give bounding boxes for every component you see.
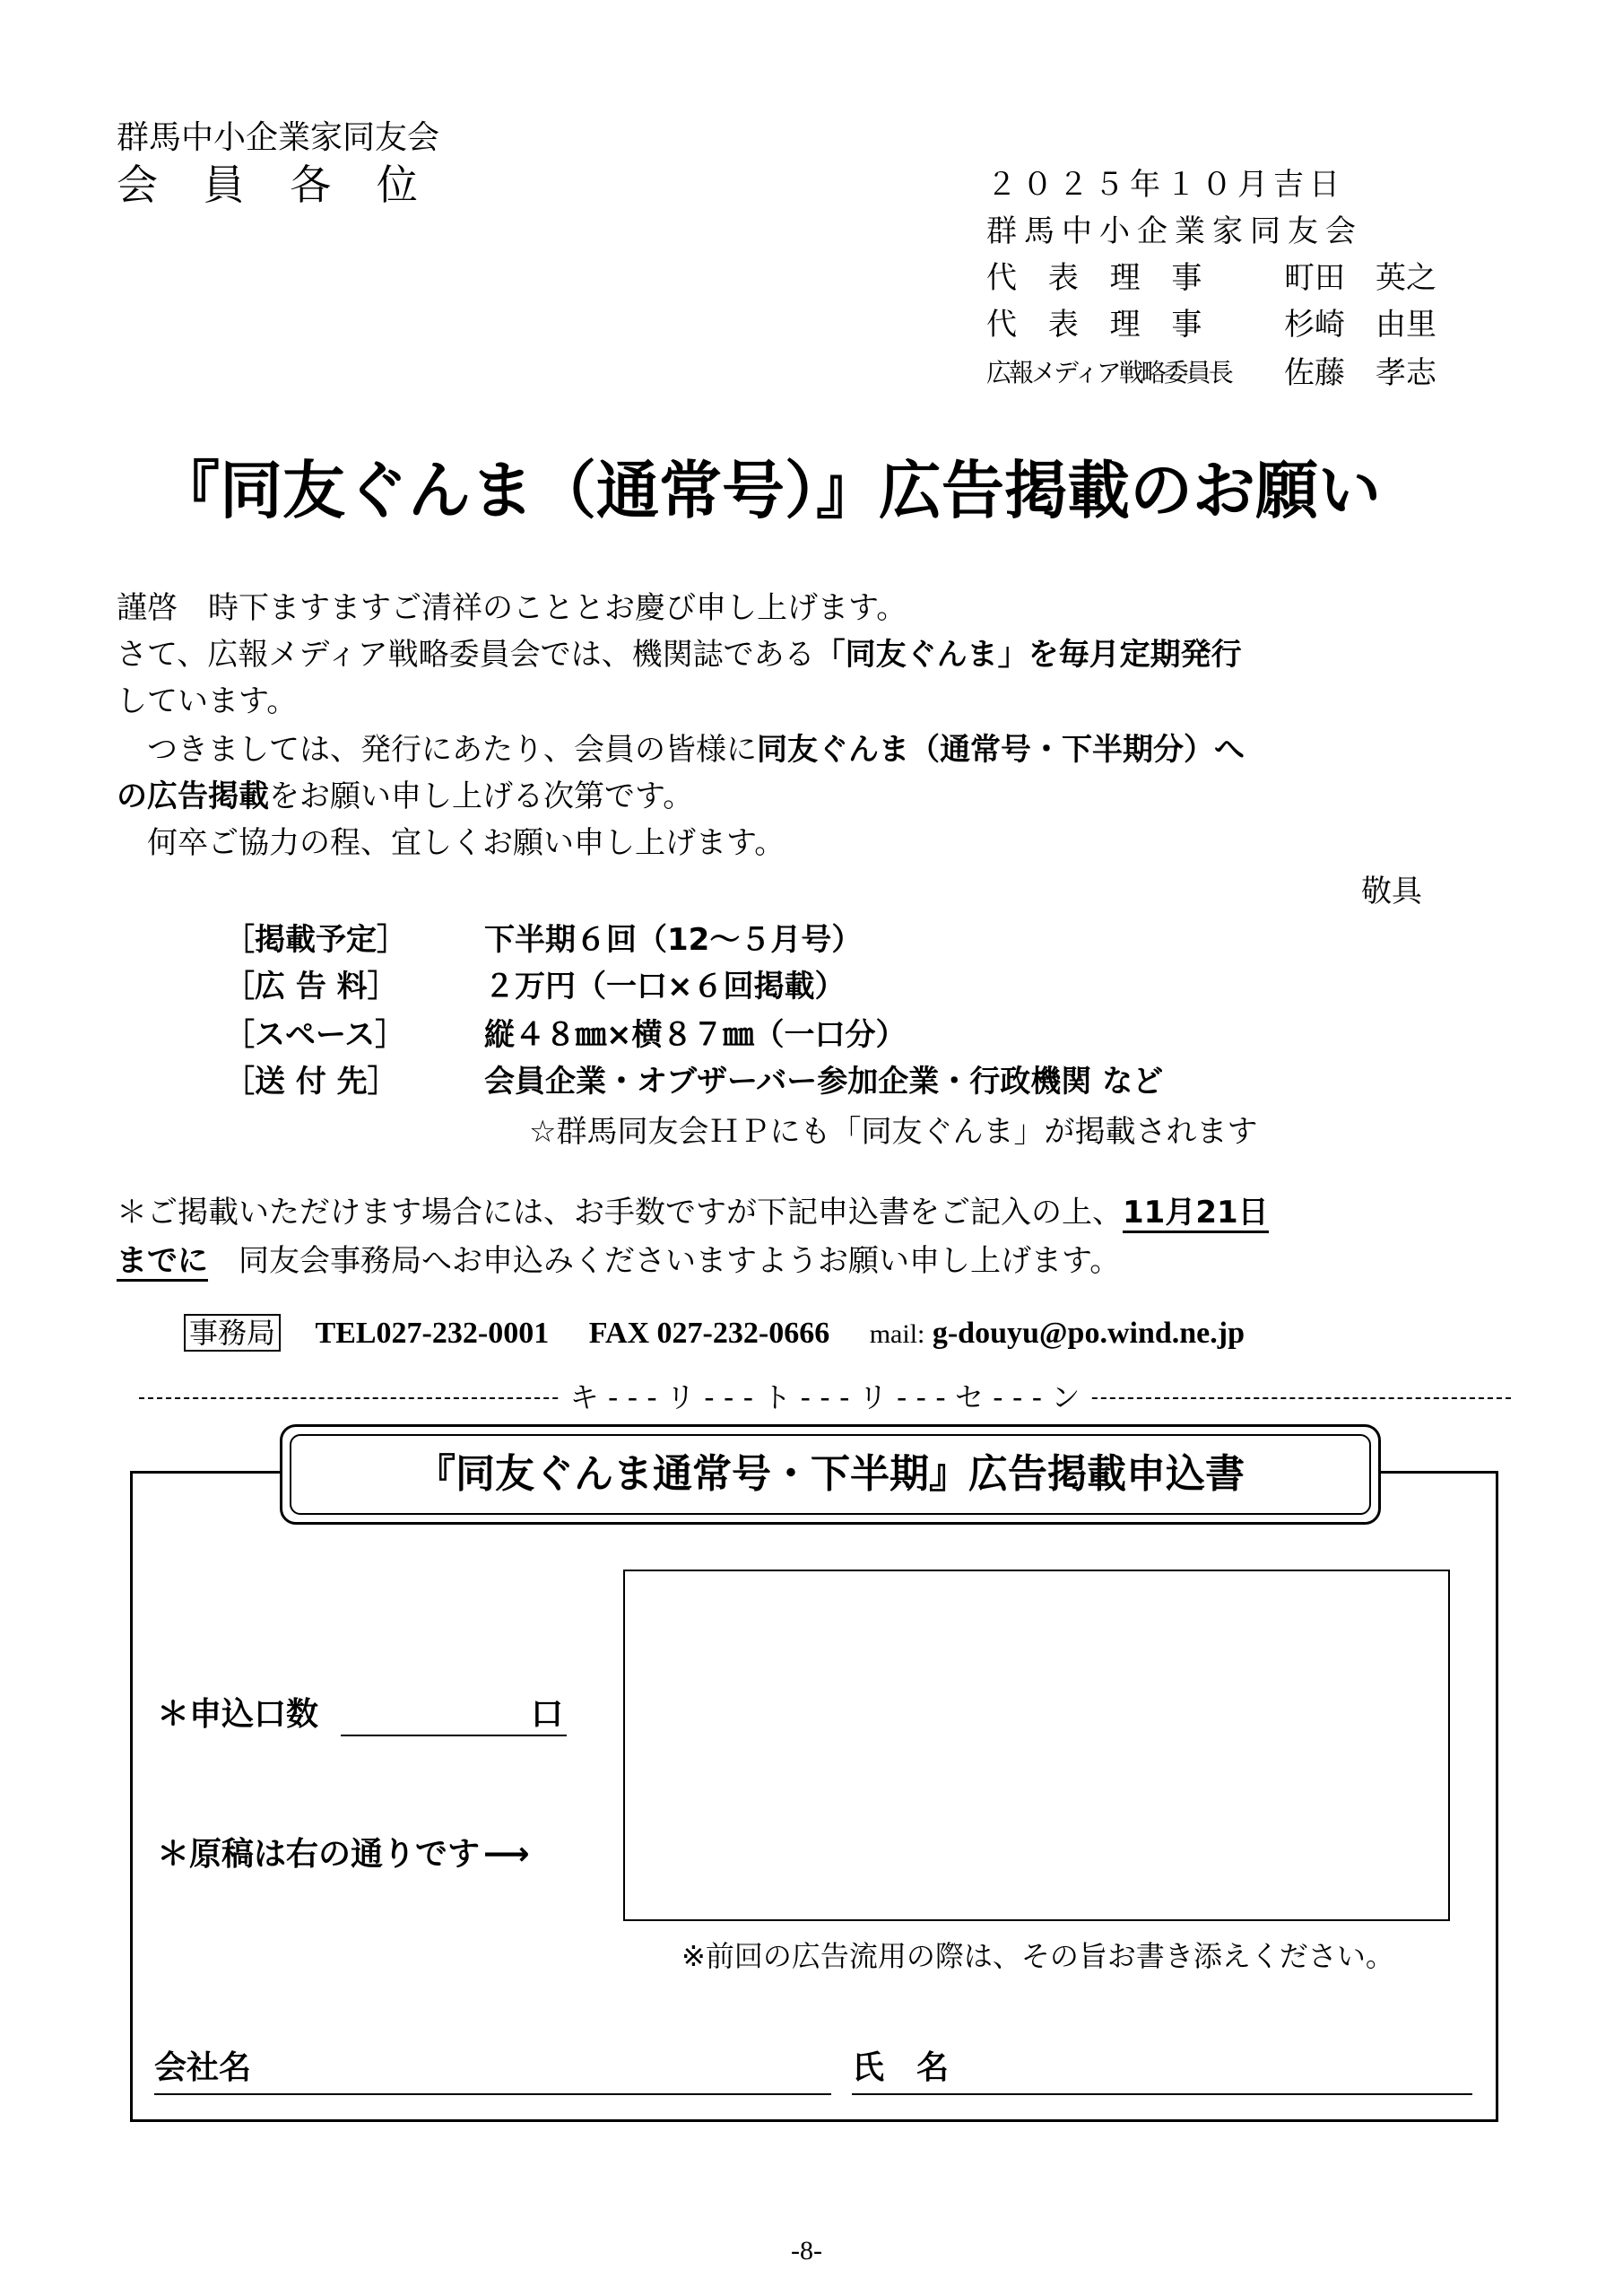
cut-line (139, 1381, 1511, 1417)
signer-2-name: 杉崎 由里 (1284, 307, 1436, 343)
company-label: 会社名 (154, 2049, 252, 2086)
details-note: ☆群馬同友会ＨＰにも「同友ぐんま」が掲載されます (529, 1114, 1258, 1150)
detail-value: 下半期６回（12～５月号） (484, 922, 863, 958)
closing: 敬具 (1361, 874, 1422, 909)
body-line-5-emphasis: の広告掲載 (117, 778, 269, 814)
contact-mail: g-douyu@po.wind.ne.jp (932, 1317, 1245, 1350)
contact-mail-label: mail: (869, 1319, 925, 1349)
cut-line-text: キ - - - リ - - - ト - - - リ - - - セ - - - ン (561, 1381, 1089, 1413)
body-line-5-text: をお願い申し上げる次第です。 (269, 778, 694, 814)
body-line-3: しています。 (117, 683, 298, 719)
body-line-6: 何卒ご協力の程、宜しくお願い申し上げます。 (117, 825, 785, 861)
detail-fee (224, 963, 846, 1010)
office-label: 事務局 (184, 1314, 281, 1352)
name-input-line[interactable] (852, 2093, 1472, 2095)
body-line-1: 謹啓 時下ますますご清祥のこととお慶び申し上げます。 (117, 590, 907, 626)
contact-fax: FAX 027-232-0666 (588, 1317, 830, 1350)
detail-value: 縦４８㎜×横８７㎜（一口分） (484, 1017, 907, 1053)
deadline-line-1 (117, 1189, 1269, 1236)
form-note: ※前回の広告流用の際は、その旨お書き添えください。 (681, 1939, 1394, 1973)
detail-label: ［スペース］ (224, 1017, 406, 1053)
arrow-right-icon: ⟶ (483, 1836, 530, 1873)
page-number: -8- (791, 2236, 822, 2266)
manuscript-box[interactable] (623, 1570, 1450, 1921)
body-line-2-text: さて、広報メディア戦略委員会では、機関誌である (117, 637, 815, 673)
body-line-4 (117, 726, 1245, 773)
body-line-5 (117, 773, 693, 820)
page-title: 『同友ぐんま（通常号）』広告掲載のお願い (157, 454, 1381, 527)
contact-tel: TEL027-232-0001 (315, 1317, 550, 1350)
signer-2-role: 代 表 理 事 (986, 307, 1213, 343)
sender-org: 群馬中小企業家同友会 (986, 213, 1363, 249)
signer-1-role: 代 表 理 事 (986, 260, 1213, 296)
detail-label: ［掲載予定］ (224, 922, 407, 958)
detail-distribution (224, 1058, 1163, 1105)
body-line-2-emphasis: 「同友ぐんま」を毎月定期発行 (814, 637, 1242, 673)
body-line-4-emphasis: 同友ぐんま（通常号・下半期分）へ (757, 732, 1245, 768)
detail-space (224, 1012, 907, 1058)
detail-label: ［送 付 先］ (224, 1064, 398, 1100)
detail-label: ［広 告 料］ (224, 969, 398, 1004)
deadline-date: 11月21日 (1123, 1195, 1269, 1233)
company-input-line[interactable] (154, 2093, 831, 2095)
addressee: 会 員 各 位 (117, 161, 434, 209)
detail-value: 会員企業・オブザーバー参加企業・行政機関 など (484, 1064, 1164, 1100)
name-label: 氏 名 (852, 2049, 950, 2086)
deadline-text-2: 同友会事務局へお申込みくださいますようお願い申し上げます。 (208, 1243, 1121, 1279)
form-title: 『同友ぐんま通常号・下半期』広告掲載申込書 (416, 1451, 1245, 1497)
signer-3-name: 佐藤 孝志 (1284, 355, 1436, 391)
date: ２０２５年１０月吉日 (986, 167, 1345, 203)
contact-line (184, 1311, 1245, 1356)
units-label: ＊申込口数 (157, 1696, 319, 1733)
deadline-line-2 (117, 1238, 1120, 1284)
detail-schedule (224, 917, 862, 963)
org-line: 群馬中小企業家同友会 (117, 119, 440, 156)
deadline-text: ＊ご掲載いただけます場合には、お手数ですが下記申込書をご記入の上、 (117, 1195, 1123, 1231)
units-suffix: 口 (531, 1696, 564, 1733)
body-line-2 (117, 631, 1242, 678)
manuscript-label-text: ＊原稿は右の通りです (157, 1836, 481, 1873)
signer-1-name: 町田 英之 (1284, 260, 1436, 296)
form-title-frame (280, 1424, 1381, 1525)
detail-value: ２万円（一口×６回掲載） (484, 969, 846, 1004)
signer-3-role: 広報メディア戦略委員長 (986, 358, 1231, 387)
manuscript-label (157, 1831, 530, 1878)
deadline-by: までに (117, 1243, 208, 1282)
body-line-4-text: つきましては、発行にあたり、会員の皆様に (117, 732, 757, 768)
